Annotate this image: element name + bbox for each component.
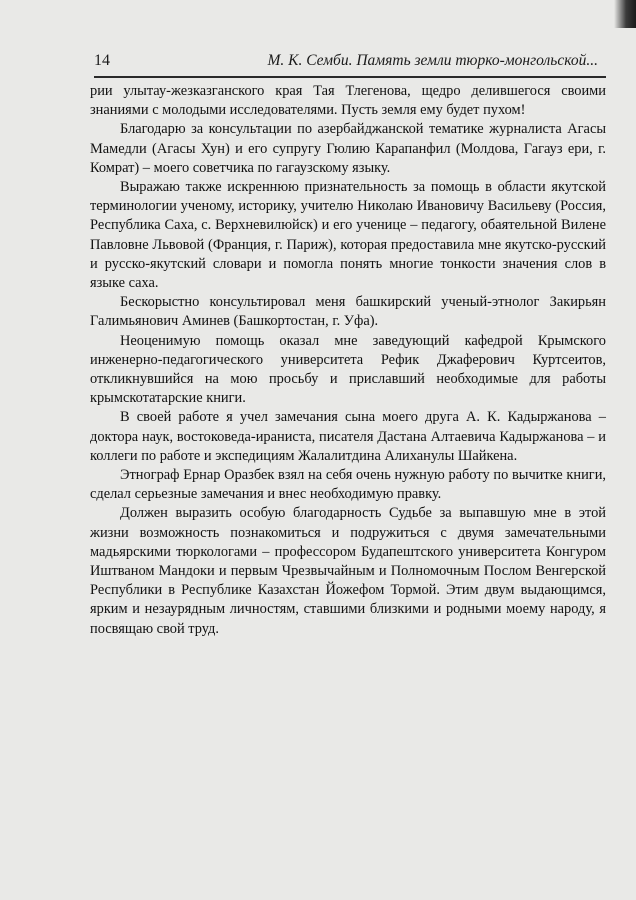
running-title: М. К. Семби. Память земли тюрко-монгольской... bbox=[267, 52, 598, 69]
paragraph: Неоценимую помощь оказал мне заведующий кафедрой Крымского инженерно-педагогического университета Рефик Джаферович Куртсеитов, откликнувшийся на мою просьбу и приславший необходимые для работы крымскотатарские книги. bbox=[90, 332, 606, 407]
scan-corner-shadow bbox=[614, 0, 636, 28]
paragraph: Благодарю за консультации по азербайджанской тематике журналиста Агасы Мамедли (Агасы Хун) и его супругу Гюлию Карапанфил (Молдова, Гагауз ери, г. Комрат) – моего советчика по гагаузскому языку. bbox=[90, 121, 606, 176]
paragraph: Должен выразить особую благодарность Судьбе за выпавшую мне в этой жизни возможность познакомиться и подружиться с двумя замечательными мадьярскими тюркологами – профессором Будапештского университета Конгуром Иштваном Мандоки и первым Чрезвычайным и Полномочным Послом Венгерской Республики в Республике Казахстан Йожефом Тормой. Этим двум выдающимся, ярким и незаурядным личностям, ставшими близкими и родными моему народу, я посвящаю свой труд. bbox=[90, 505, 606, 637]
body-text bbox=[90, 82, 606, 639]
page-number: 14 bbox=[94, 52, 110, 69]
page-header bbox=[94, 50, 606, 78]
paragraph: В своей работе я учел замечания сына моего друга А. К. Кадыржанова – доктора наук, востоковеда-ираниста, писателя Дастана Алтаевича Кадыржанова – и коллеги по работе и экспедициям Жалалитдина Алиханулы Шайкена. bbox=[90, 409, 606, 464]
header-rule bbox=[94, 76, 606, 78]
paragraph: рии улытау-жезказганского края Тая Тлегенова, щедро делившегося своими знаниями с молодыми исследователями. Пусть земля ему будет пухом! bbox=[90, 83, 606, 119]
paragraph: Выражаю также искреннюю признательность за помощь в области якутской терминологии ученому, историку, учителю Николаю Ивановичу Васильеву (Россия, Республика Саха, с. Верхневилюйск) и его ученице – педагогу, обаятельной Вилене Павловне Львовой (Франция, г. Париж), которая предоставила мне якутско-русский и русско-якутский словари и помогла понять многие тонкости значения слов в языке саха. bbox=[90, 179, 606, 292]
paragraph: Бескорыстно консультировал меня башкирский ученый-этнолог Закирьян Галимьянович Аминев (Башкортостан, г. Уфа). bbox=[90, 294, 606, 330]
paragraph: Этнограф Ернар Оразбек взял на себя очень нужную работу по вычитке книги, сделал серьезные замечания и внес необходимую правку. bbox=[90, 467, 606, 503]
